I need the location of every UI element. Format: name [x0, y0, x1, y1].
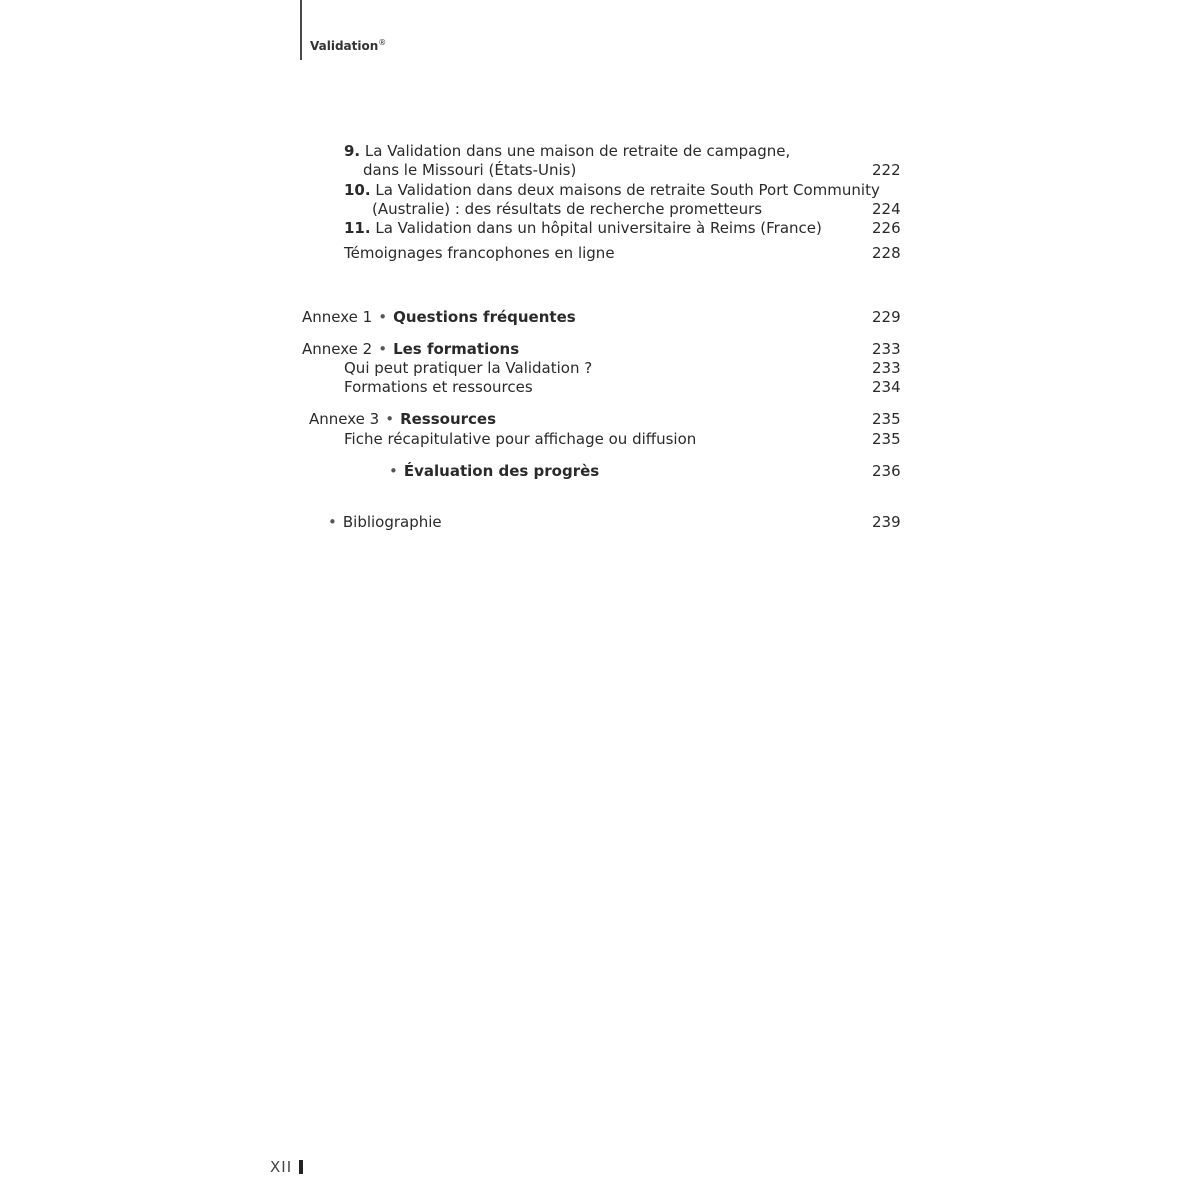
entry-title: Bibliographie — [342, 513, 442, 531]
page-number: 222 — [872, 161, 901, 179]
chapter-title: La Validation dans une maison de retraite de campagne, — [364, 142, 791, 160]
page-number: 226 — [872, 219, 901, 237]
toc-entry-annexe-2 — [302, 340, 519, 359]
running-head-title: Validation — [310, 39, 379, 53]
page-number: 235 — [872, 430, 901, 448]
folio: XII — [270, 1158, 293, 1176]
page-number: 235 — [872, 410, 901, 428]
annexe-label: Annexe 3 — [309, 410, 380, 428]
chapter-number: 9. — [344, 142, 361, 160]
toc-subentry: Formations et ressources — [344, 378, 533, 396]
bullet-icon: • — [378, 308, 388, 326]
registered-mark: ® — [378, 38, 387, 47]
toc-entry-10-line1 — [344, 181, 880, 200]
toc-entry-10-line2: (Australie) : des résultats de recherche prometteurs — [372, 200, 763, 218]
annexe-label: Annexe 1 — [302, 308, 373, 326]
page-number: 224 — [872, 200, 901, 218]
annexe-label: Annexe 2 — [302, 340, 373, 358]
toc-subentry: Qui peut pratiquer la Validation ? — [344, 359, 593, 377]
bullet-icon: • — [385, 410, 395, 428]
annexe-title: Ressources — [400, 410, 497, 428]
page-number: 229 — [872, 308, 901, 326]
toc-entry-annexe-3 — [309, 410, 496, 429]
page-number: 234 — [872, 378, 901, 396]
toc-entry-evaluation — [383, 462, 599, 481]
bullet-icon: • — [328, 513, 337, 531]
toc-entry-bibliographie — [322, 513, 442, 532]
chapter-title: La Validation dans deux maisons de retraite South Port Community — [375, 181, 880, 199]
page-number: 233 — [872, 359, 901, 377]
toc-entry-annexe-1 — [302, 308, 576, 327]
annexe-title: Les formations — [393, 340, 520, 358]
toc-entry-temoignages: Témoignages francophones en ligne — [344, 244, 615, 262]
chapter-number: 11. — [344, 219, 371, 237]
toc-entry-9-line1 — [344, 142, 790, 161]
page-number: 236 — [872, 462, 901, 480]
annexe-title: Questions fréquentes — [393, 308, 576, 326]
header-rule — [300, 0, 302, 60]
bullet-icon: • — [389, 462, 398, 480]
toc-subentry: Fiche récapitulative pour affichage ou diffusion — [344, 430, 697, 448]
running-head — [310, 38, 386, 53]
page-number: 233 — [872, 340, 901, 358]
bullet-icon: • — [378, 340, 388, 358]
chapter-number: 10. — [344, 181, 371, 199]
toc-entry-9-line2: dans le Missouri (États-Unis) — [363, 161, 577, 179]
folio-bar — [299, 1160, 303, 1174]
entry-title: Évaluation des progrès — [403, 462, 600, 480]
page-number: 228 — [872, 244, 901, 262]
chapter-title: La Validation dans un hôpital universitaire à Reims (France) — [375, 219, 822, 237]
page-number: 239 — [872, 513, 901, 531]
toc-entry-11 — [344, 219, 822, 238]
